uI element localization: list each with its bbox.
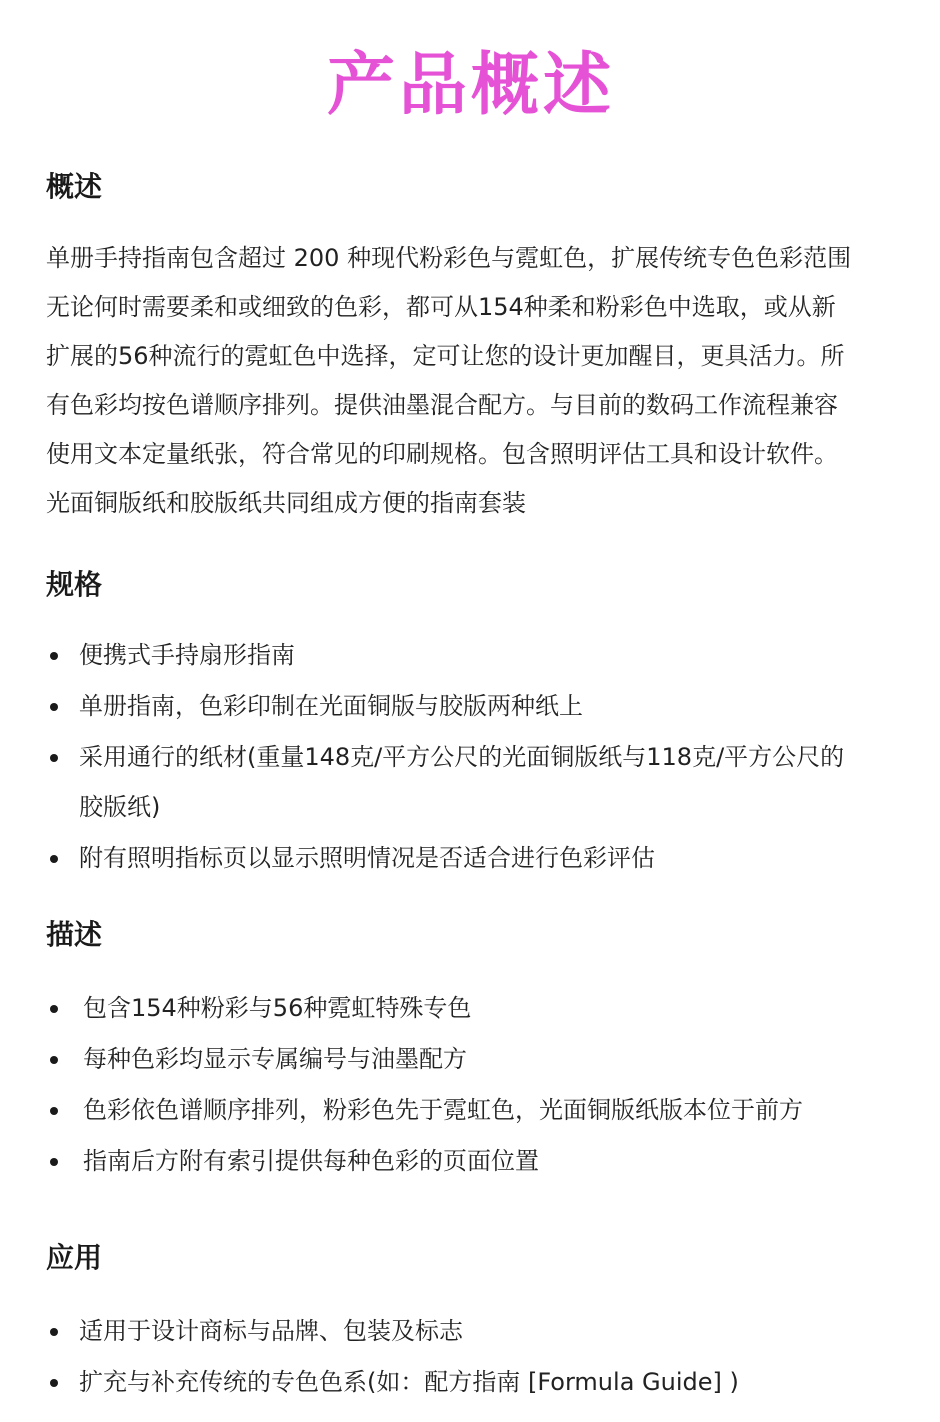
list-item: [46, 1136, 896, 1186]
list-item: [46, 1357, 896, 1407]
list-item-text: 包含154种粉彩与56种霓虹特殊专色: [83, 994, 472, 1022]
bullet-dot-icon: [50, 1056, 58, 1064]
list-item: [46, 1034, 896, 1084]
bullet-dot-icon: [50, 1158, 58, 1166]
bullet-dot-icon: [50, 754, 58, 762]
list-item: [46, 833, 896, 883]
list-item-text: 便携式手持扇形指南: [79, 641, 295, 669]
overview-line: 单册手持指南包含超过 200 种现代粉彩色与霓虹色，扩展传统专色色彩范围: [46, 244, 852, 272]
bullet-dot-icon: [50, 1005, 58, 1013]
overview-line: 使用文本定量纸张，符合常见的印刷规格。包含照明评估工具和设计软件。: [46, 440, 838, 468]
bullet-dot-icon: [50, 855, 58, 863]
bullet-dot-icon: [50, 1328, 58, 1336]
list-item-text: 胶版纸): [79, 793, 161, 821]
list-item-text: 每种色彩均显示专属编号与油墨配方: [83, 1045, 467, 1073]
bullet-dot-icon: [50, 703, 58, 711]
bullet-dot-icon: [50, 1379, 58, 1387]
overview-paragraph: [46, 234, 896, 528]
description-list: [46, 983, 896, 1186]
list-item: [46, 1085, 896, 1135]
specs-heading: 规格: [46, 568, 103, 601]
list-item-text: 扩充与补充传统的专色色系(如：配方指南 [Formula Guide] ): [79, 1368, 739, 1396]
page-title: 产品概述: [326, 46, 615, 125]
overview-line: 无论何时需要柔和或细致的色彩，都可从154种柔和粉彩色中选取，或从新: [46, 293, 836, 321]
bullet-dot-icon: [50, 652, 58, 660]
list-item-text: 适用于设计商标与品牌、包装及标志: [79, 1317, 463, 1345]
list-item-text: 单册指南，色彩印制在光面铜版与胶版两种纸上: [79, 692, 583, 720]
list-item: [46, 1306, 896, 1356]
description-heading: 描述: [46, 918, 103, 951]
applications-list: [46, 1306, 896, 1407]
list-item-text: 指南后方附有索引提供每种色彩的页面位置: [83, 1147, 539, 1175]
list-item: [46, 983, 896, 1033]
list-item-text: 采用通行的纸材(重量148克/平方公尺的光面铜版纸与118克/平方公尺的: [79, 743, 845, 771]
list-item: [46, 732, 896, 832]
overview-line: 光面铜版纸和胶版纸共同组成方便的指南套装: [46, 489, 526, 517]
list-item-text: 色彩依色谱顺序排列，粉彩色先于霓虹色，光面铜版纸版本位于前方: [83, 1096, 803, 1124]
overview-line: 有色彩均按色谱顺序排列。提供油墨混合配方。与目前的数码工作流程兼容: [46, 391, 838, 419]
list-item: [46, 630, 896, 680]
overview-heading: 概述: [46, 170, 103, 203]
overview-line: 扩展的56种流行的霓虹色中选择，定可让您的设计更加醒目，更具活力。所: [46, 342, 845, 370]
list-item: [46, 681, 896, 731]
list-item-text: 附有照明指标页以显示照明情况是否适合进行色彩评估: [79, 844, 655, 872]
applications-heading: 应用: [46, 1241, 103, 1274]
specs-list: [46, 630, 896, 883]
bullet-dot-icon: [50, 1107, 58, 1115]
